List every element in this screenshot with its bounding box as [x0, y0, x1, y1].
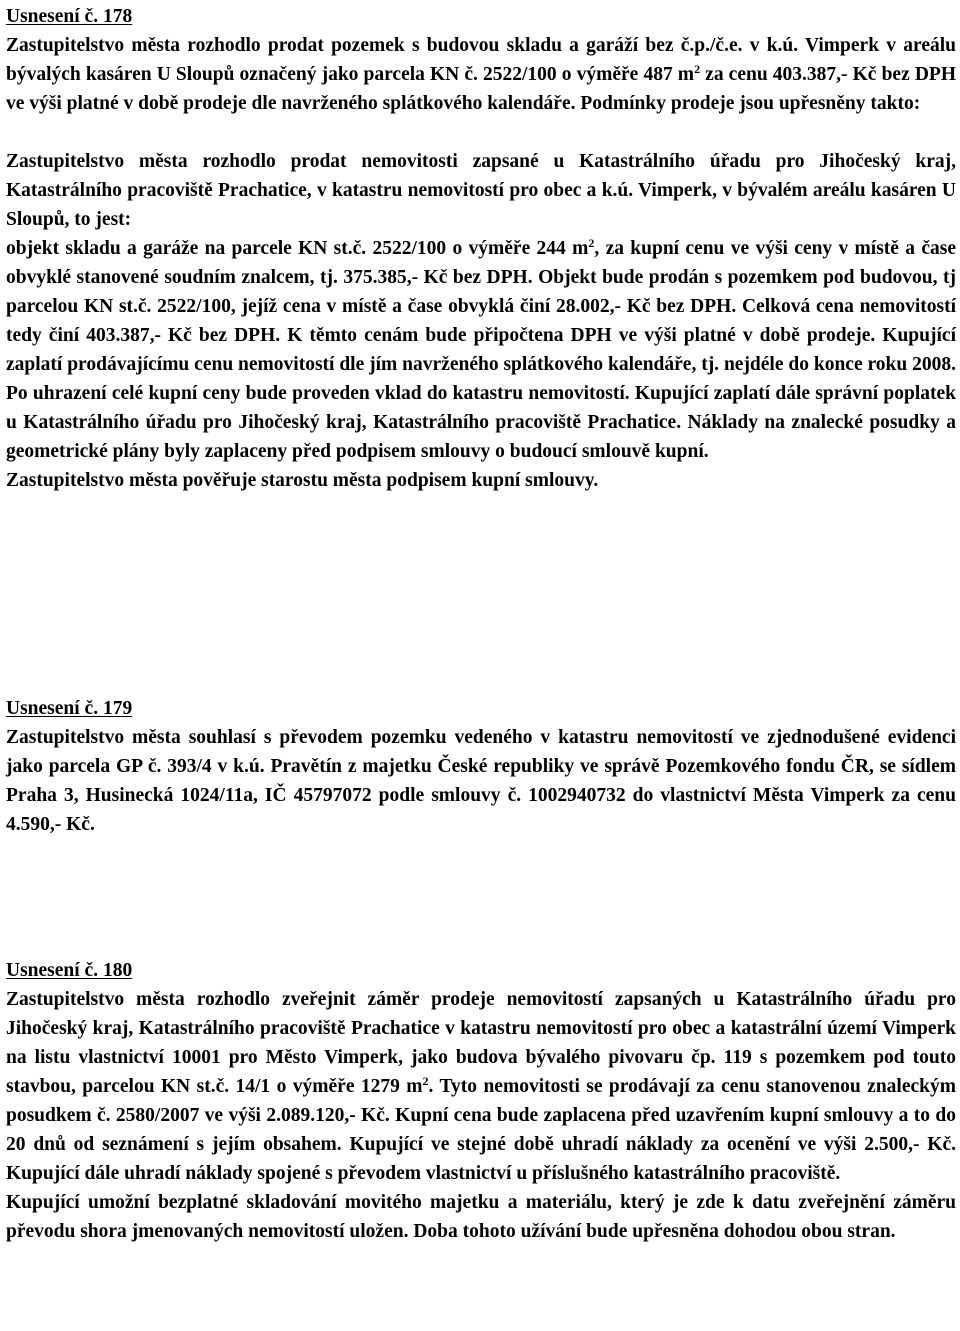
paragraph-text: objekt skladu a garáže na parcele KN st.č. 2522/100 o výměře 244 m	[6, 238, 589, 259]
resolution-paragraph: Zastupitelstvo města souhlasí s převodem pozemku vedeného v katastru nemovitostí ve zjednodušené evidenci jako parcela GP č. 393/4 v k.ú. Pravětín z majetku České republiky ve správě Pozemkového fondu ČR, se sídlem Praha 3, Husinecká 1024/11a, IČ 45797072 podle smlouvy č. 1002940732 do vlastnictví Města Vimperk za cenu 4.590,- Kč.	[6, 727, 956, 835]
paragraph-text: Zastupitelstvo města rozhodlo prodat nemovitosti zapsané u Katastrálního úřadu pro Jihočeský kraj, Katastrálního pracoviště Prachatice, v katastru nemovitostí pro obec a k.ú. Vimperk, v bývalém areálu kasáren U Sloupů, to jest:	[6, 151, 956, 230]
resolution-180	[6, 956, 956, 1246]
superscript: 2	[422, 1074, 429, 1088]
paragraph-text: Zastupitelstvo města rozhodlo zveřejnit záměr prodeje nemovitostí zapsaných u Katastrálního úřadu pro Jihočeský kraj, Katastrálního pracoviště Prachatice v katastru nemovitostí pro obec a katastrální území Vimperk na listu vlastnictví 10001 pro Město Vimperk, jako budova bývalého pivovaru čp. 119 s pozemkem pod touto stavbou, parcelou KN st.č. 14/1 o výměře 1279 m	[6, 989, 956, 1097]
paragraph-text: Zastupitelstvo města rozhodlo prodat pozemek s budovou skladu a garáží bez č.p./č.e. v k.ú. Vimperk v areálu bývalých kasáren U Sloupů označený jako parcela KN č. 2522/100 o výměře 487 m	[6, 35, 956, 85]
paragraph-text: za cenu 403.387,- Kč bez DPH ve výši platné v době prodeje dle navrženého splátkového kalendáře. Podmínky prodeje jsou upřesněny takto:	[6, 64, 956, 114]
spacer	[6, 118, 956, 147]
resolution-179	[6, 694, 956, 839]
superscript: 2	[588, 236, 595, 250]
resolution-paragraph	[6, 985, 956, 1188]
resolution-paragraph: Kupující umožní bezplatné skladování movitého majetku a materiálu, který je zde k datu zveřejnění záměru převodu shora jmenovaných nemovitostí uložen. Doba tohoto užívání bude upřesněna dohodou obou stran.	[6, 1192, 956, 1242]
paragraph-text: . Tyto nemovitosti se prodávají za cenu stanovenou znaleckým posudkem č. 2580/2007 ve výši 2.089.120,- Kč. Kupní cena bude zaplacena před uzavřením kupní smlouvy a to do 20 dnů od seznámení s jejím obsahem. Kupující ve stejné době uhradí náklady za ocenění ve výši 2.500,- Kč. Kupující dále uhradí náklady spojené s převodem vlastnictví u příslušného katastrálního pracoviště.	[6, 1076, 956, 1184]
resolution-178	[6, 2, 956, 495]
resolution-heading: Usnesení č. 178	[6, 6, 133, 27]
paragraph-text: , za kupní cenu ve výši ceny v místě a čase obvyklé stanovené soudním znalcem, tj. 375.385,- Kč bez DPH. Objekt bude prodán s pozemkem pod budovou, tj parcelou KN st.č. 2522/100, jejíž cena v místě a čase obvyklá činí 28.002,- Kč bez DPH. Celková cena nemovitostí tedy činí 403.387,- Kč bez DPH. K těmto cenám bude připočtena DPH ve výši platné v době prodeje. Kupující zaplatí prodávajícímu cenu nemovitostí dle jím navrženého splátkového kalendáře, tj. nejdéle do konce roku 2008. Po uhrazení celé kupní ceny bude proveden vklad do katastru nemovitostí. Kupující zaplatí dále správní poplatek u Katastrálního úřadu pro Jihočeský kraj, Katastrálního pracoviště Prachatice. Náklady na znalecké posudky a geometrické plány byly zaplaceny před podpisem smlouvy o budoucí smlouvě kupní.	[6, 238, 956, 462]
superscript: 2	[694, 62, 701, 76]
resolution-heading: Usnesení č. 179	[6, 698, 133, 719]
resolution-paragraph	[6, 234, 956, 466]
resolution-heading: Usnesení č. 180	[6, 960, 133, 981]
resolution-paragraph: Zastupitelstvo města pověřuje starostu města podpisem kupní smlouvy.	[6, 470, 599, 491]
resolution-paragraph	[6, 31, 956, 118]
resolution-paragraph	[6, 147, 956, 234]
